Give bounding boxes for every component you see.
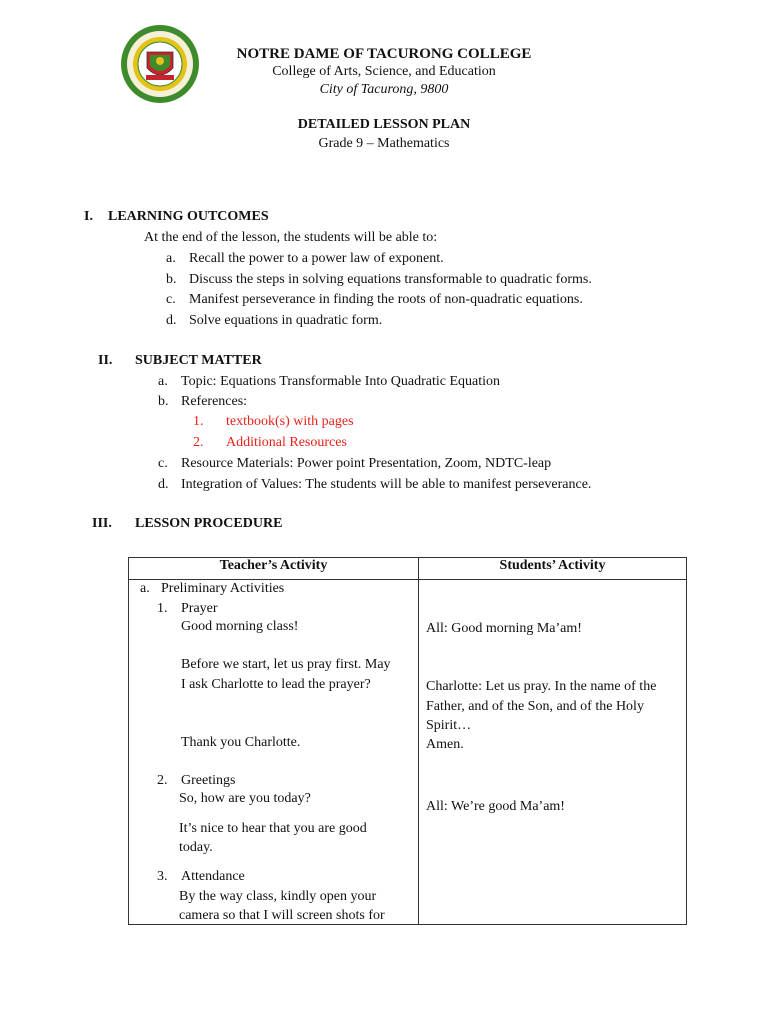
teacher-line: today. [179, 840, 213, 855]
attendance-heading: Attendance [181, 869, 245, 884]
list-marker: b. [166, 272, 177, 287]
list-marker: c. [158, 456, 168, 471]
outcome-item: Solve equations in quadratic form. [189, 313, 383, 328]
section-title-subject-matter: SUBJECT MATTER [135, 353, 262, 368]
teacher-line: Good morning class! [181, 619, 299, 634]
student-line: Charlotte: Let us pray. In the name of the [426, 679, 657, 694]
teacher-line: By the way class, kindly open your [179, 889, 377, 904]
subject-line: Grade 9 – Mathematics [318, 136, 450, 151]
outcomes-intro: At the end of the lesson, the students will be able to: [144, 230, 438, 245]
lesson-procedure-table [128, 557, 687, 925]
city-address: City of Tacurong, 9800 [319, 82, 449, 97]
school-name: NOTRE DAME OF TACURONG COLLEGE [236, 46, 532, 62]
list-marker: 1. [157, 601, 168, 616]
student-line: All: We’re good Ma’am! [426, 799, 565, 814]
student-line: Father, and of the Son, and of the Holy [426, 699, 644, 714]
reference-marker: 1. [193, 414, 204, 429]
students-activity-cell [419, 580, 687, 925]
section-number-3: III. [92, 516, 112, 531]
list-marker: a. [166, 251, 176, 266]
subject-item-values: Integration of Values: The students will be able to manifest perseverance. [181, 477, 592, 492]
list-marker: d. [158, 477, 169, 492]
reference-item-additional: Additional Resources [226, 435, 347, 450]
section-number-2: II. [98, 353, 113, 368]
preliminary-activities-heading: Preliminary Activities [161, 581, 285, 596]
reference-marker: 2. [193, 435, 204, 450]
greetings-heading: Greetings [181, 773, 236, 788]
teacher-line: Thank you Charlotte. [181, 735, 301, 750]
column-header-students: Students’ Activity [419, 558, 687, 580]
student-line: All: Good morning Ma’am! [426, 621, 582, 636]
teacher-activity-cell [129, 580, 419, 925]
column-header-teacher: Teacher’s Activity [129, 558, 419, 580]
prayer-heading: Prayer [181, 601, 218, 616]
document-title: DETAILED LESSON PLAN [297, 117, 471, 132]
reference-item-textbook: textbook(s) with pages [226, 414, 354, 429]
list-marker: a. [140, 581, 150, 596]
list-marker: c. [166, 292, 176, 307]
section-number-1: I. [84, 209, 93, 224]
teacher-line: It’s nice to hear that you are good [179, 821, 367, 836]
outcome-item: Discuss the steps in solving equations transformable to quadratic forms. [189, 272, 592, 287]
student-line: Amen. [426, 737, 464, 752]
section-title-lesson-procedure: LESSON PROCEDURE [135, 516, 283, 531]
teacher-line: So, how are you today? [179, 791, 311, 806]
outcome-item: Manifest perseverance in finding the roots of non-quadratic equations. [189, 292, 583, 307]
list-marker: 2. [157, 773, 168, 788]
subject-item-resources: Resource Materials: Power point Presentation, Zoom, NDTC-leap [181, 456, 552, 471]
subject-item-topic: Topic: Equations Transformable Into Quadratic Equation [181, 374, 501, 389]
teacher-line: camera so that I will screen shots for [179, 908, 385, 923]
teacher-line: Before we start, let us pray first. May [181, 657, 391, 672]
outcome-item: Recall the power to a power law of exponent. [189, 251, 444, 266]
list-marker: b. [158, 394, 169, 409]
list-marker: 3. [157, 869, 168, 884]
subject-item-references: References: [181, 394, 248, 409]
section-title-learning-outcomes: LEARNING OUTCOMES [108, 209, 269, 224]
teacher-line: I ask Charlotte to lead the prayer? [181, 677, 371, 692]
student-line: Spirit… [426, 718, 472, 733]
college-name: College of Arts, Science, and Education [272, 64, 496, 79]
list-marker: d. [166, 313, 177, 328]
list-marker: a. [158, 374, 168, 389]
